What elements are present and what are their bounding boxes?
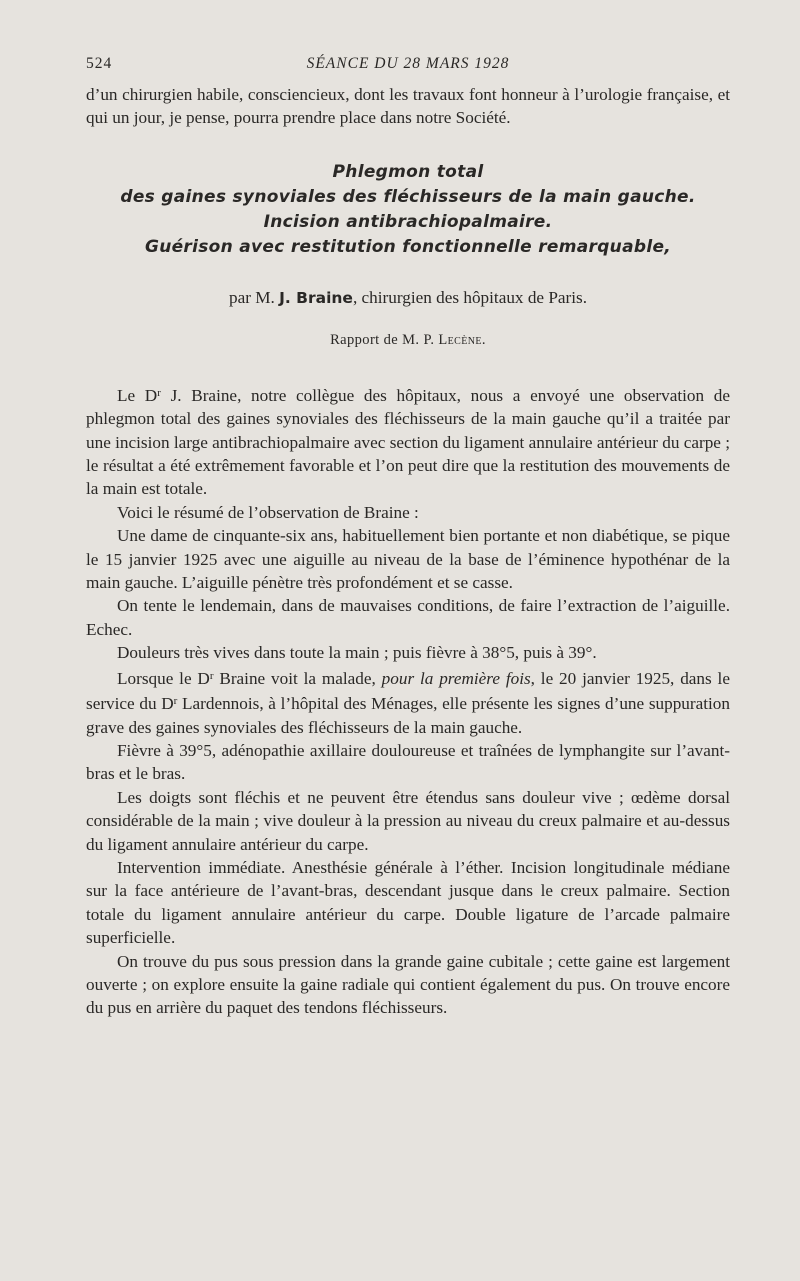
report-name: Lecène. — [438, 331, 486, 348]
paragraph-5: Douleurs très vives dans toute la main ; puis fièvre à 38°5, puis à 39°. — [117, 643, 597, 663]
p1-superscript: r — [157, 386, 161, 399]
p6-text-c: , le 20 janvier 1925, dans le service du D — [86, 668, 730, 714]
paragraph-2: Voici le résumé de l’observation de Braine : — [117, 502, 419, 522]
running-title: SÉANCE DU 28 MARS 1928 — [306, 55, 510, 72]
article-title — [86, 160, 730, 260]
p1-text-b: J. Braine, notre collègue des hôpitaux, nous a envoyé une observation de phlegmon total des gaines synoviales des fléchisseurs de la main gauche qu’il a traitée par une incision large antibrachiopalmaire avec section du ligament annulaire antérieur du carpe ; le résultat a été extrêmement favorable et l’on peut dire que la restitution des mouvements de la main est totale. — [86, 385, 730, 499]
byline-author: J. Braine — [279, 288, 353, 307]
paragraph-8: Les doigts sont fléchis et ne peuvent être étendus sans douleur vive ; œdème dorsal considérable de la main ; vive douleur à la pression au niveau du creux palmaire et au-dessus du ligament annulaire antérieur du carpe. — [86, 787, 730, 854]
paragraph-10: On trouve du pus sous pression dans la grande gaine cubitale ; cette gaine est largement ouverte ; on explore ensuite la gaine radiale qui contient également du pus. On trouve encore du pus en arrière du paquet des tendons fléchisseurs. — [86, 951, 730, 1018]
intro-text — [86, 83, 730, 130]
paragraph-7: Fièvre à 39°5, adénopathie axillaire douloureuse et traînées de lymphangite sur l’avant-bras et le bras. — [86, 740, 730, 784]
p6-text-d: Lardennois, à l’hôpital des Ménages, elle présente les signes d’une suppuration grave des gaines synoviales des fléchisseurs de la main gauche. — [86, 694, 730, 737]
byline-suffix: , chirurgien des hôpitaux de Paris. — [352, 287, 588, 307]
paragraph-6 — [86, 665, 730, 739]
p6-italic: pour la première fois — [381, 668, 531, 688]
p6-superscript-2: r — [173, 695, 178, 708]
intro-paragraph: d’un chirurgien habile, consciencieux, dont les travaux font honneur à l’urologie française, et qui un jour, je pense, pourra prendre place dans notre Société. — [86, 85, 730, 128]
p6-text-b: Braine voit la malade, — [213, 668, 382, 688]
article-body — [86, 382, 730, 1020]
paragraph-9: Intervention immédiate. Anesthésie générale à l’éther. Incision longitudinale médiane sur la face antérieure de l’avant-bras, descendant jusque dans le creux palmaire. Section totale du ligament annulaire antérieur du carpe. Double ligature de l’arcade palmaire superficielle. — [86, 857, 730, 948]
title-line-1: Phlegmon total — [332, 161, 484, 182]
report-line — [86, 332, 730, 349]
p1-text-a: Le D — [117, 385, 158, 405]
title-line-3: Incision antibrachiopalmaire. — [263, 211, 553, 232]
running-head — [86, 55, 730, 83]
paragraph-1 — [86, 382, 730, 501]
p6-text-a: Lorsque le D — [117, 668, 210, 688]
paragraph-4: On tente le lendemain, dans de mauvaises conditions, de faire l’extraction de l’aiguille. Echec. — [86, 596, 730, 639]
byline — [86, 288, 730, 308]
title-line-2: des gaines synoviales des fléchisseurs de la main gauche. — [120, 186, 696, 207]
page-number: 524 — [86, 55, 113, 72]
byline-prefix: par M. — [228, 287, 275, 307]
p6-superscript-1: r — [209, 669, 214, 682]
paragraph-3: Une dame de cinquante-six ans, habituellement bien portante et non diabétique, se pique le 15 janvier 1925 avec une aiguille au niveau de la base de l’éminence hypothénar de la main gauche. L’aiguille pénètre très profondément et se casse. — [86, 526, 730, 593]
title-line-4: Guérison avec restitution fonctionnelle remarquable, — [144, 236, 672, 257]
report-prefix: Rapport de M. P. — [330, 331, 435, 348]
